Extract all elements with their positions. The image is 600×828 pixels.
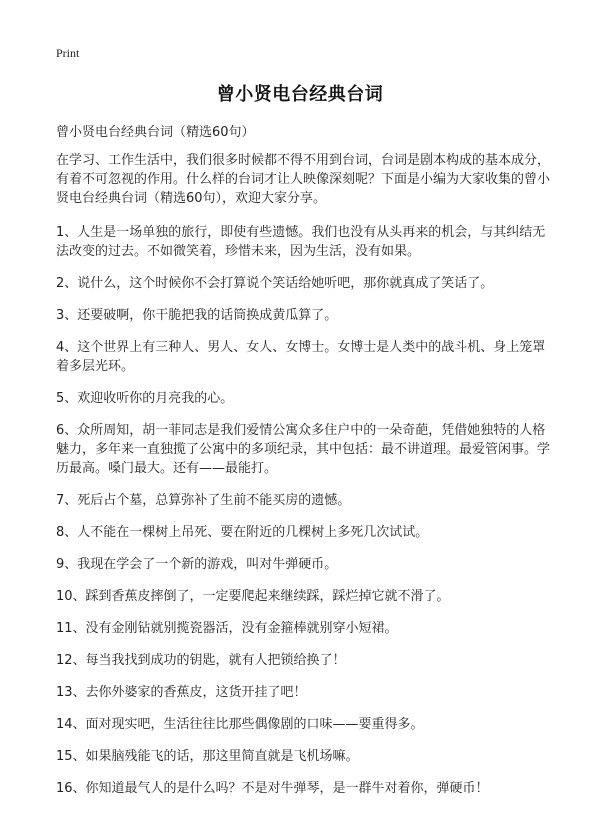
quote-paragraph: 1、人生是一场单独的旅行，即使有些遗憾。我们也没有从头再来的机会，与其纠结无法改变的过去。不如微笑着，珍惜未来，因为生活，没有如果。 bbox=[56, 225, 546, 259]
quote-paragraph: 14、面对现实吧，生活往往比那些偶像剧的口味——要重得多。 bbox=[56, 717, 424, 732]
quote-paragraph: 8、人不能在一棵树上吊死、要在附近的几棵树上多死几次试试。 bbox=[56, 525, 429, 540]
page-title: 曾小贤电台经典台词 bbox=[216, 84, 384, 105]
intro-paragraph: 在学习、工作生活中，我们很多时候都不得不用到台词，台词是剧本构成的基本成分，有着不可忽视的作用。什么样的台词才让人映像深刻呢？下面是小编为大家收集的曾小贤电台经典台词（精选60句），欢迎大家分享。 bbox=[56, 153, 551, 206]
quote-paragraph: 12、每当我找到成功的钥匙，就有人把锁给换了！ bbox=[56, 653, 346, 668]
quote-paragraph: 3、还要破啊，你干脆把我的话筒换成黄瓜算了。 bbox=[56, 308, 338, 323]
quote-paragraph: 13、去你外婆家的香蕉皮，这货开挂了吧！ bbox=[56, 685, 307, 700]
quote-paragraph: 2、说什么，这个时候你不会打算说个笑话给她听吧，那你就真成了笑话了。 bbox=[56, 276, 494, 291]
quote-paragraph: 5、欢迎收听你的月亮我的心。 bbox=[56, 391, 234, 406]
document-body bbox=[56, 151, 556, 811]
quote-paragraph: 6、众所周知，胡一菲同志是我们爱情公寓众多住户中的一朵奇葩，凭借她独特的人格魅力，多年来一直独揽了公寓中的多项纪录，其中包括：最不讲道理。最爱管闲事。学历最高。嗓门最大。还有——最能打。 bbox=[56, 423, 551, 476]
document-subtitle: 曾小贤电台经典台词（精选60句） bbox=[56, 125, 255, 140]
quote-paragraph: 10、踩到香蕉皮摔倒了，一定要爬起来继续踩，踩烂掉它就不滑了。 bbox=[56, 589, 450, 604]
quote-paragraph: 11、没有金刚钻就别揽瓷器活，没有金箍棒就别穿小短裙。 bbox=[56, 621, 398, 636]
quote-paragraph: 9、我现在学会了一个新的游戏，叫对牛弹硬币。 bbox=[56, 557, 338, 572]
quote-paragraph: 16、你知道最气人的是什么吗？不是对牛弹琴，是一群牛对着你，弹硬币！ bbox=[56, 781, 489, 796]
quote-paragraph: 7、死后占个墓，总算弥补了生前不能买房的遗憾。 bbox=[56, 493, 351, 508]
quote-paragraph: 4、这个世界上有三种人、男人、女人、女博士。女博士是人类中的战斗机、身上笼罩着多层光环。 bbox=[56, 340, 546, 374]
quote-paragraph: 15、如果脑残能飞的话，那这里简直就是飞机场嘛。 bbox=[56, 749, 359, 764]
print-link[interactable]: Print bbox=[56, 46, 80, 60]
